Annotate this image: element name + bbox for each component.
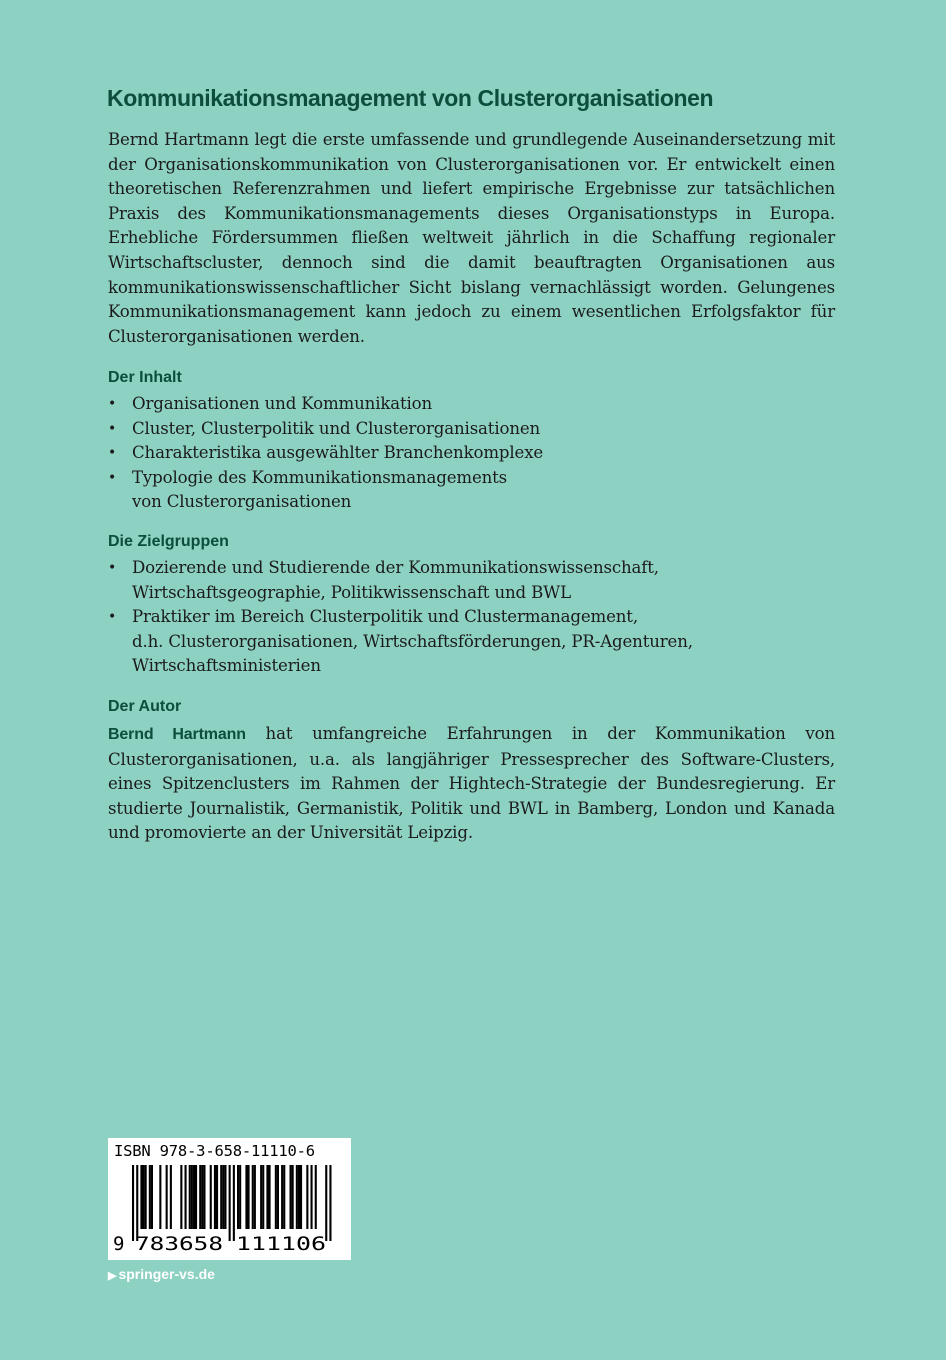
barcode-bar [329, 1165, 331, 1241]
barcode-bar [201, 1165, 203, 1229]
barcode-graphic [108, 1138, 351, 1260]
barcode-bar [159, 1165, 161, 1229]
barcode-bar [136, 1165, 138, 1241]
barcode-bar [170, 1165, 172, 1229]
section-heading-autor: Der Autor [108, 698, 182, 715]
barcode-bar [298, 1165, 300, 1229]
barcode-bar [166, 1165, 168, 1229]
bullet-icon: • [108, 396, 117, 412]
barcode-bar [233, 1165, 235, 1241]
barcode-bar [216, 1165, 218, 1229]
barcode-bar [262, 1165, 264, 1229]
barcode-bar [229, 1165, 231, 1241]
barcode-bar [269, 1165, 271, 1229]
barcode-bar [193, 1165, 195, 1229]
section-heading-inhalt: Der Inhalt [108, 369, 182, 386]
publisher-website[interactable] [108, 1266, 215, 1282]
barcode-bar [180, 1165, 182, 1229]
barcode-bar [220, 1165, 222, 1229]
barcode-bar [140, 1165, 142, 1229]
barcode-bar [292, 1165, 294, 1229]
barcode-bar [283, 1165, 285, 1229]
bullet-icon: • [108, 609, 117, 626]
list-item: • Typologie des Kommunikationsmanagements von Clusterorganisationen [108, 467, 508, 512]
barcode-bar [214, 1165, 216, 1229]
barcode-bar [248, 1165, 250, 1229]
list-item: • Praktiker im Bereich Clusterpolitik und Clustermanagement, d.h. Clusterorganisationen, Wirtschaftsförderungen, PR-Agenturen, Wirtschaftsministerien [108, 607, 693, 676]
bullet-icon: • [108, 560, 117, 576]
barcode-bar [151, 1165, 153, 1229]
barcode-bar [254, 1165, 256, 1229]
barcode-bar [189, 1165, 191, 1229]
book-title: Kommunikationsmanagement von Clusterorganisationen [107, 85, 714, 112]
author-bio: hat umfangreiche Erfahrungen in der Kommunikation von Clusterorganisationen, u.a. als langjähriger Pressesprecher des Software-Clusters, eines Spitzenclusters im Rahmen der Hightech-Strategie der Bundesregierung. Er studierte Journalistik, Germanistik, Politik und BWL in Bamberg, London und Kanada und promovierte an der Universität Leipzig. [108, 724, 835, 843]
barcode-bar [315, 1165, 317, 1229]
author-name: Bernd Hartmann [108, 726, 246, 743]
list-item: • Organisationen und Kommunikation [108, 392, 835, 417]
list-item: • Dozierende und Studierende der Kommunikationswissenschaft, Wirtschaftsgeographie, Politikwissenschaft und BWL [108, 558, 659, 602]
barcode-bar [191, 1165, 193, 1229]
barcode-bar [245, 1165, 247, 1229]
barcode-bar [239, 1165, 241, 1229]
bullet-icon: • [108, 420, 117, 437]
triangle-right-icon: ▶ [108, 1270, 117, 1282]
barcode-bar [185, 1165, 187, 1229]
bullet-icon: • [108, 469, 117, 486]
bullet-icon: • [108, 445, 117, 462]
barcode-bar [203, 1165, 205, 1229]
section-heading-zielgruppen: Die Zielgruppen [108, 533, 229, 550]
barcode-bar [195, 1165, 197, 1229]
isbn-label: ISBN 978-3-658-11110-6 [114, 1142, 315, 1160]
blurb-paragraph: Bernd Hartmann legt die erste umfassende und grundlegende Auseinandersetzung mit der Organisationskommunikation von Clusterorganisationen vor. Er entwickelt einen theoretischen Referenzrahmen und liefert empirische Ergebnisse zur tatsächlichen Praxis des Kommunikationsmanagements dieses Organisationstyps in Europa. Erhebliche Fördersummen fließen weltweit jährlich in die Schaffung regionaler Wirtschaftscluster, dennoch sind die damit beauftragten Organisationen aus kommunikationswissenschaftlicher Sicht bislang vernachlässigt worden. Gelungenes Kommunikationsmanagement kann jedoch zu einem wesentlichen Erfolgsfaktor für Clusterorganisationen werden. [108, 130, 835, 346]
barcode-bar [296, 1165, 298, 1229]
barcode-bar [290, 1165, 292, 1229]
website-label: springer-vs.de [118, 1266, 215, 1282]
barcode-bar [306, 1165, 308, 1229]
barcode-bar [281, 1165, 283, 1229]
barcode-bar [252, 1165, 254, 1229]
barcode-bar [300, 1165, 302, 1229]
barcode-bar [237, 1165, 239, 1229]
barcode-bar [132, 1165, 134, 1241]
barcode-bar [266, 1165, 268, 1229]
barcode-bar [224, 1165, 226, 1229]
list-item: • Charakteristika ausgewählter Branchenkomplexe [108, 441, 835, 466]
barcode-bar [210, 1165, 212, 1229]
barcode-bar [145, 1165, 147, 1229]
barcode-bar [275, 1165, 277, 1229]
author-paragraph [108, 722, 835, 846]
barcode-bar [277, 1165, 279, 1229]
list-item: • Cluster, Clusterpolitik und Clusterorganisationen [108, 417, 835, 442]
barcode-bar [143, 1165, 145, 1229]
barcode-bar [222, 1165, 224, 1229]
ean-left-digits: 783658 [135, 1233, 223, 1255]
barcode-bar [260, 1165, 262, 1229]
barcode-bar [325, 1165, 327, 1241]
zielgruppen-list [108, 556, 835, 679]
inhalt-list [108, 392, 835, 515]
barcode-bar [149, 1165, 151, 1229]
ean-right-digits: 111106 [236, 1233, 326, 1255]
ean-first-digit: 9 [113, 1233, 125, 1255]
isbn-barcode [108, 1138, 351, 1260]
barcode-bar [199, 1165, 201, 1229]
barcode-bar [311, 1165, 313, 1229]
